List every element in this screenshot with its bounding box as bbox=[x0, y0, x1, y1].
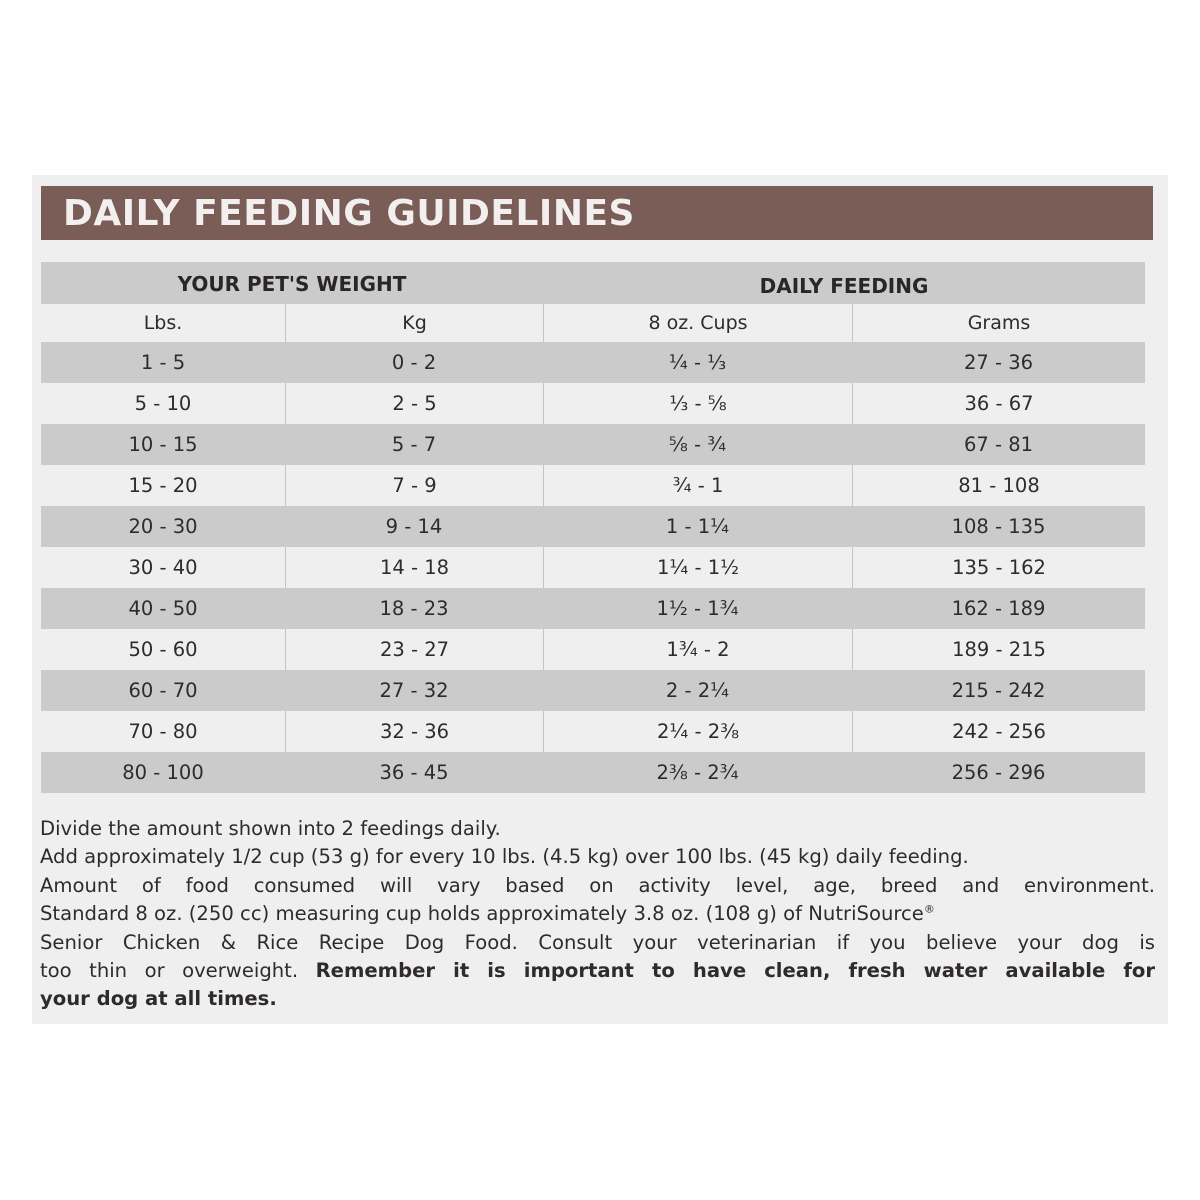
cell-kg: 14 - 18 bbox=[285, 547, 543, 588]
cell-cups: ⅝ - ¾ bbox=[668, 433, 727, 456]
cell-grams: 256 - 296 bbox=[951, 761, 1046, 784]
cell-cups: ¾ - 1 bbox=[543, 465, 852, 506]
cell-kg: 5 - 7 bbox=[391, 433, 437, 456]
cell-cups: ¼ - ⅓ bbox=[668, 351, 727, 374]
table-row bbox=[41, 629, 1145, 670]
weight-group-header: YOUR PET'S WEIGHT bbox=[177, 272, 407, 296]
note-line bbox=[40, 900, 1155, 928]
title-bar bbox=[41, 186, 1153, 240]
cell-lbs: 5 - 10 bbox=[134, 392, 192, 415]
table-row bbox=[41, 711, 1145, 752]
cell-lbs: 10 - 15 bbox=[128, 433, 198, 456]
table-row bbox=[41, 383, 1145, 424]
note-line bbox=[40, 985, 1155, 1013]
note-line: Divide the amount shown into 2 feedings daily. bbox=[40, 817, 501, 840]
cell-kg: 2 - 5 bbox=[285, 383, 543, 424]
note-line: Add approximately 1/2 cup (53 g) for every 10 lbs. (4.5 kg) over 100 lbs. (45 kg) daily feeding. bbox=[40, 845, 969, 869]
cell-cups: 1 - 1¼ bbox=[665, 515, 730, 538]
table-row bbox=[41, 342, 1145, 383]
table-row bbox=[41, 506, 1145, 547]
cell-kg: 23 - 27 bbox=[285, 629, 543, 670]
column-header-kg: Kg bbox=[285, 304, 543, 342]
feeding-notes bbox=[40, 815, 1155, 1014]
water-reminder-end: your dog at all times. bbox=[40, 987, 277, 1011]
cell-grams: 81 - 108 bbox=[852, 465, 1145, 506]
cell-cups: 2¼ - 2⅜ bbox=[543, 711, 852, 752]
cell-grams: 36 - 67 bbox=[852, 383, 1145, 424]
cell-kg: 32 - 36 bbox=[285, 711, 543, 752]
cell-grams: 215 - 242 bbox=[951, 679, 1046, 702]
column-header-row bbox=[41, 304, 1145, 342]
table-row bbox=[41, 588, 1145, 629]
cell-lbs: 1 - 5 bbox=[140, 351, 186, 374]
cell-lbs: 50 - 60 bbox=[128, 638, 198, 661]
cell-kg: 36 - 45 bbox=[379, 761, 449, 784]
note-text: too thin or overweight. bbox=[40, 959, 299, 983]
table-row bbox=[41, 465, 1145, 506]
cell-kg: 0 - 2 bbox=[391, 351, 437, 374]
column-header-lbs: Lbs. bbox=[143, 312, 183, 334]
water-reminder: Remember it is important to have clean, fresh water available for bbox=[315, 959, 1155, 983]
cell-grams: 108 - 135 bbox=[951, 515, 1046, 538]
table-row bbox=[41, 547, 1145, 588]
registered-mark: ® bbox=[923, 902, 935, 916]
page-title: DAILY FEEDING GUIDELINES bbox=[63, 192, 635, 234]
cell-grams: 67 - 81 bbox=[963, 433, 1034, 456]
cell-grams: 189 - 215 bbox=[852, 629, 1145, 670]
group-header-row bbox=[41, 262, 1145, 304]
note-text: Standard 8 oz. (250 cc) measuring cup holds approximately 3.8 oz. (108 g) of NutriSource bbox=[40, 902, 924, 926]
cell-lbs: 20 - 30 bbox=[128, 515, 198, 538]
cell-grams: 135 - 162 bbox=[852, 547, 1145, 588]
cell-lbs: 70 - 80 bbox=[128, 720, 198, 743]
cell-lbs: 40 - 50 bbox=[128, 597, 198, 620]
cell-kg: 27 - 32 bbox=[379, 679, 449, 702]
cell-lbs: 30 - 40 bbox=[128, 556, 198, 579]
feeding-table bbox=[41, 262, 1145, 793]
note-line bbox=[40, 957, 1155, 985]
cell-lbs: 80 - 100 bbox=[122, 761, 204, 784]
cell-cups: 1¼ - 1½ bbox=[543, 547, 852, 588]
table-row bbox=[41, 424, 1145, 465]
feeding-group-header: DAILY FEEDING bbox=[759, 274, 929, 298]
cell-lbs: 60 - 70 bbox=[128, 679, 198, 702]
cell-cups: 2 - 2¼ bbox=[665, 679, 730, 702]
cell-grams: 162 - 189 bbox=[951, 597, 1046, 620]
column-header-grams: Grams bbox=[852, 304, 1145, 342]
cell-cups: 2⅜ - 2¾ bbox=[656, 761, 739, 784]
table-row bbox=[41, 752, 1145, 793]
cell-cups: 1½ - 1¾ bbox=[656, 597, 739, 620]
note-line: Senior Chicken & Rice Recipe Dog Food. Consult your veterinarian if you believe your dog is bbox=[40, 930, 1155, 954]
cell-grams: 242 - 256 bbox=[852, 711, 1145, 752]
cell-lbs: 15 - 20 bbox=[128, 474, 198, 497]
cell-kg: 7 - 9 bbox=[285, 465, 543, 506]
table-row bbox=[41, 670, 1145, 711]
feeding-guidelines-card bbox=[32, 175, 1168, 1024]
cell-cups: ⅓ - ⅝ bbox=[543, 383, 852, 424]
cell-grams: 27 - 36 bbox=[963, 351, 1034, 374]
cell-cups: 1¾ - 2 bbox=[543, 629, 852, 670]
cell-kg: 18 - 23 bbox=[379, 597, 449, 620]
cell-kg: 9 - 14 bbox=[385, 515, 443, 538]
note-line: Amount of food consumed will vary based on activity level, age, breed and environment. bbox=[40, 873, 1155, 897]
column-header-cups: 8 oz. Cups bbox=[543, 304, 852, 342]
